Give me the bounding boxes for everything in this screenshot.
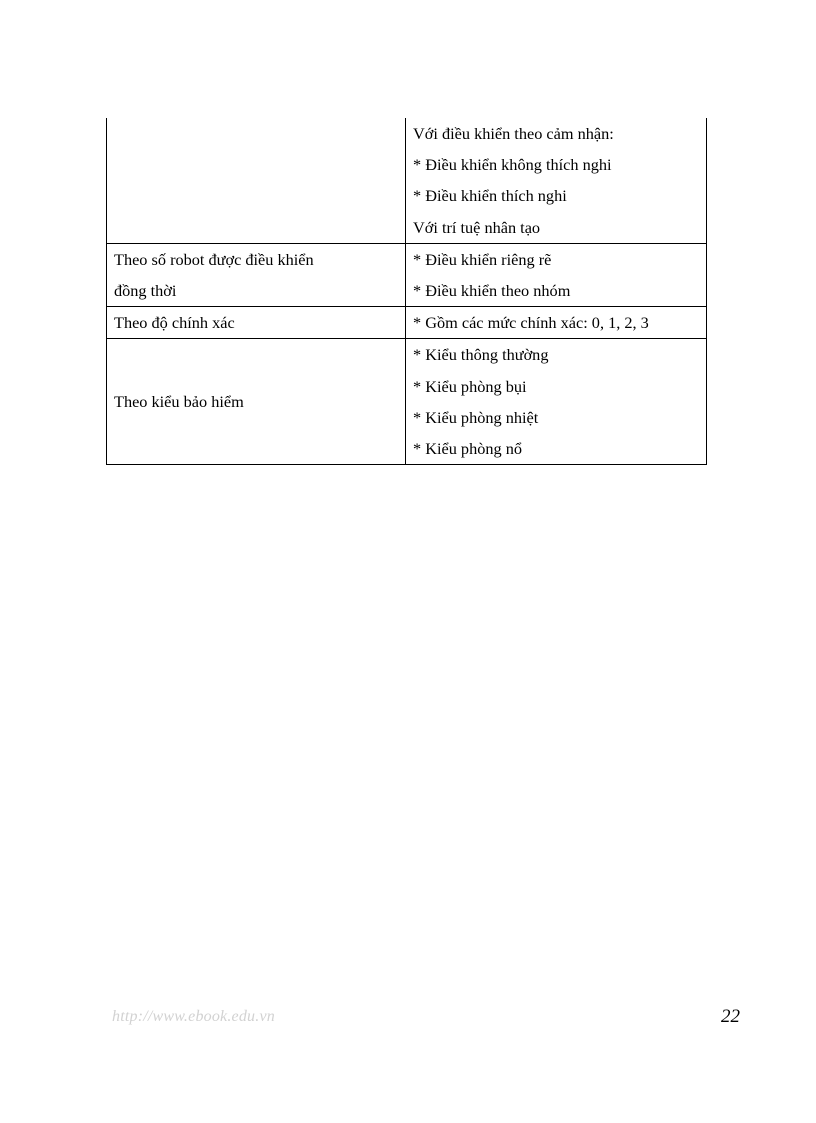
table-row (106, 118, 707, 244)
table-row (106, 307, 707, 339)
page-number: 22 (721, 1006, 740, 1027)
table-cell-types (406, 244, 707, 306)
cell-line: đồng thời (114, 281, 177, 301)
cell-line: * Kiểu phòng nổ (413, 439, 522, 459)
footer-url-watermark: http://www.ebook.edu.vn (112, 1008, 275, 1025)
table-cell-types (406, 339, 707, 464)
cell-line: * Điều khiển riêng rẽ (413, 249, 552, 269)
table-row (106, 244, 707, 307)
cell-line: * Kiểu phòng bụi (413, 376, 527, 396)
cell-line: Theo độ chính xác (114, 313, 235, 333)
cell-line: * Gồm các mức chính xác: 0, 1, 2, 3 (413, 313, 649, 333)
table-cell-criterion (106, 307, 406, 338)
cell-line: Theo số robot được điều khiển (114, 249, 314, 269)
cell-line: Với trí tuệ nhân tạo (413, 217, 541, 237)
cell-line: * Điều khiển thích nghi (413, 186, 567, 206)
table-cell-criterion (106, 339, 406, 464)
cell-line: Theo kiểu bảo hiểm (114, 392, 244, 412)
table-row (106, 339, 707, 465)
classification-table (106, 118, 707, 465)
table-cell-types (406, 307, 707, 338)
cell-line: * Điều khiển theo nhóm (413, 281, 571, 301)
cell-line: * Điều khiển không thích nghi (413, 155, 612, 175)
cell-line: Với điều khiển theo cảm nhận: (413, 124, 614, 143)
cell-line: * Kiểu phòng nhiệt (413, 407, 539, 427)
table-cell-criterion (106, 244, 406, 306)
cell-line: * Kiểu thông thường (413, 345, 549, 365)
table-cell-criterion (106, 118, 406, 243)
table-cell-types (406, 118, 707, 243)
